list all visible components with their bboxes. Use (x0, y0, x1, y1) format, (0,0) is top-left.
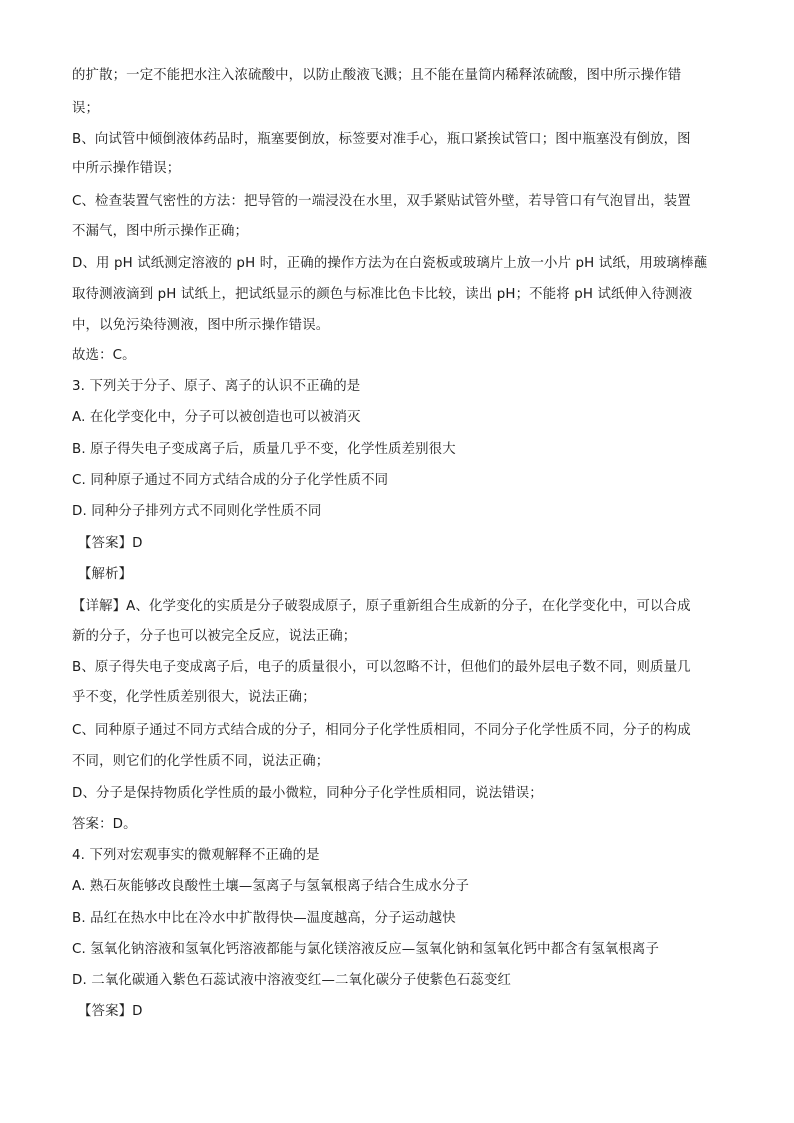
question-4-option-a: A. 熟石灰能够改良酸性土壤—氢离子与氢氧根离子结合生成水分子 (72, 879, 470, 894)
question-3-option-a: A. 在化学变化中，分子可以被创造也可以被消灭 (72, 410, 361, 425)
text-line: 新的分子，分子也可以被完全反应，说法正确； (72, 629, 357, 644)
text-line: 误； (72, 101, 100, 116)
text-line: B、原子得失电子变成离子后，电子的质量很小，可以忽略不计，但他们的最外层电子数不同，则质量几 (72, 660, 691, 675)
question-4-option-d: D. 二氧化碳通入紫色石蕊试液中溶液变红—二氧化碳分子使紫色石蕊变红 (72, 973, 512, 988)
text-line: 的扩散；一定不能把水注入浓硫酸中，以防止酸液飞溅；且不能在量筒内稀释浓硫酸，图中所示操作错 (72, 68, 682, 83)
analysis-label: 【解析】 (78, 567, 133, 582)
answer-label: 【答案】D (78, 1004, 143, 1019)
text-line: 取待测液滴到 pH 试纸上，把试纸显示的颜色与标准比色卡比较，读出 pH；不能将 pH 试纸伸入待测液 (72, 287, 693, 302)
text-line: 不同，则它们的化学性质不同，说法正确； (72, 754, 330, 769)
answer-label: 【答案】D (78, 536, 143, 551)
text-line: B、向试管中倾倒液体药品时，瓶塞要倒放，标签要对准手心，瓶口紧挨试管口；图中瓶塞没有倒放，图 (72, 132, 691, 147)
text-line: C、同种原子通过不同方式结合成的分子，相同分子化学性质相同，不同分子化学性质不同，分子的构成 (72, 723, 691, 738)
question-3-option-d: D. 同种分子排列方式不同则化学性质不同 (72, 504, 322, 519)
question-3-option-c: C. 同种原子通过不同方式结合成的分子化学性质不同 (72, 473, 389, 488)
text-line: D、用 pH 试纸测定溶液的 pH 时，正确的操作方法为在白瓷板或玻璃片上放一小片 pH 试纸，用玻璃棒蘸 (72, 256, 708, 271)
question-3-option-b: B. 原子得失电子变成离子后，质量几乎不变，化学性质差别很大 (72, 442, 456, 457)
text-line: C、检查装置气密性的方法：把导管的一端浸没在水里，双手紧贴试管外壁，若导管口有气泡冒出，装置 (72, 194, 691, 209)
text-line: 故选：C。 (72, 348, 136, 363)
question-4-option-c: C. 氢氧化钠溶液和氢氧化钙溶液都能与氯化镁溶液反应—氢氧化钠和氢氧化钙中都含有氢氧根离子 (72, 942, 660, 957)
text-line: 中所示操作错误； (72, 161, 181, 176)
question-4-option-b: B. 品红在热水中比在冷水中扩散得快—温度越高，分子运动越快 (72, 911, 456, 926)
text-line: D、分子是保持物质化学性质的最小微粒，同种分子化学性质相同，说法错误； (72, 786, 543, 801)
text-line: 【详解】A、化学变化的实质是分子破裂成原子，原子重新组合生成新的分子，在化学变化中，可以合成 (72, 599, 691, 614)
text-line: 乎不变，化学性质差别很大，说法正确； (72, 690, 316, 705)
question-3-stem: 3. 下列关于分子、原子、离子的认识不正确的是 (72, 379, 361, 394)
text-line: 不漏气，图中所示操作正确； (72, 224, 249, 239)
text-line: 答案：D。 (72, 817, 137, 832)
question-4-stem: 4. 下列对宏观事实的微观解释不正确的是 (72, 848, 320, 863)
text-line: 中，以免污染待测液，图中所示操作错误。 (72, 318, 330, 333)
